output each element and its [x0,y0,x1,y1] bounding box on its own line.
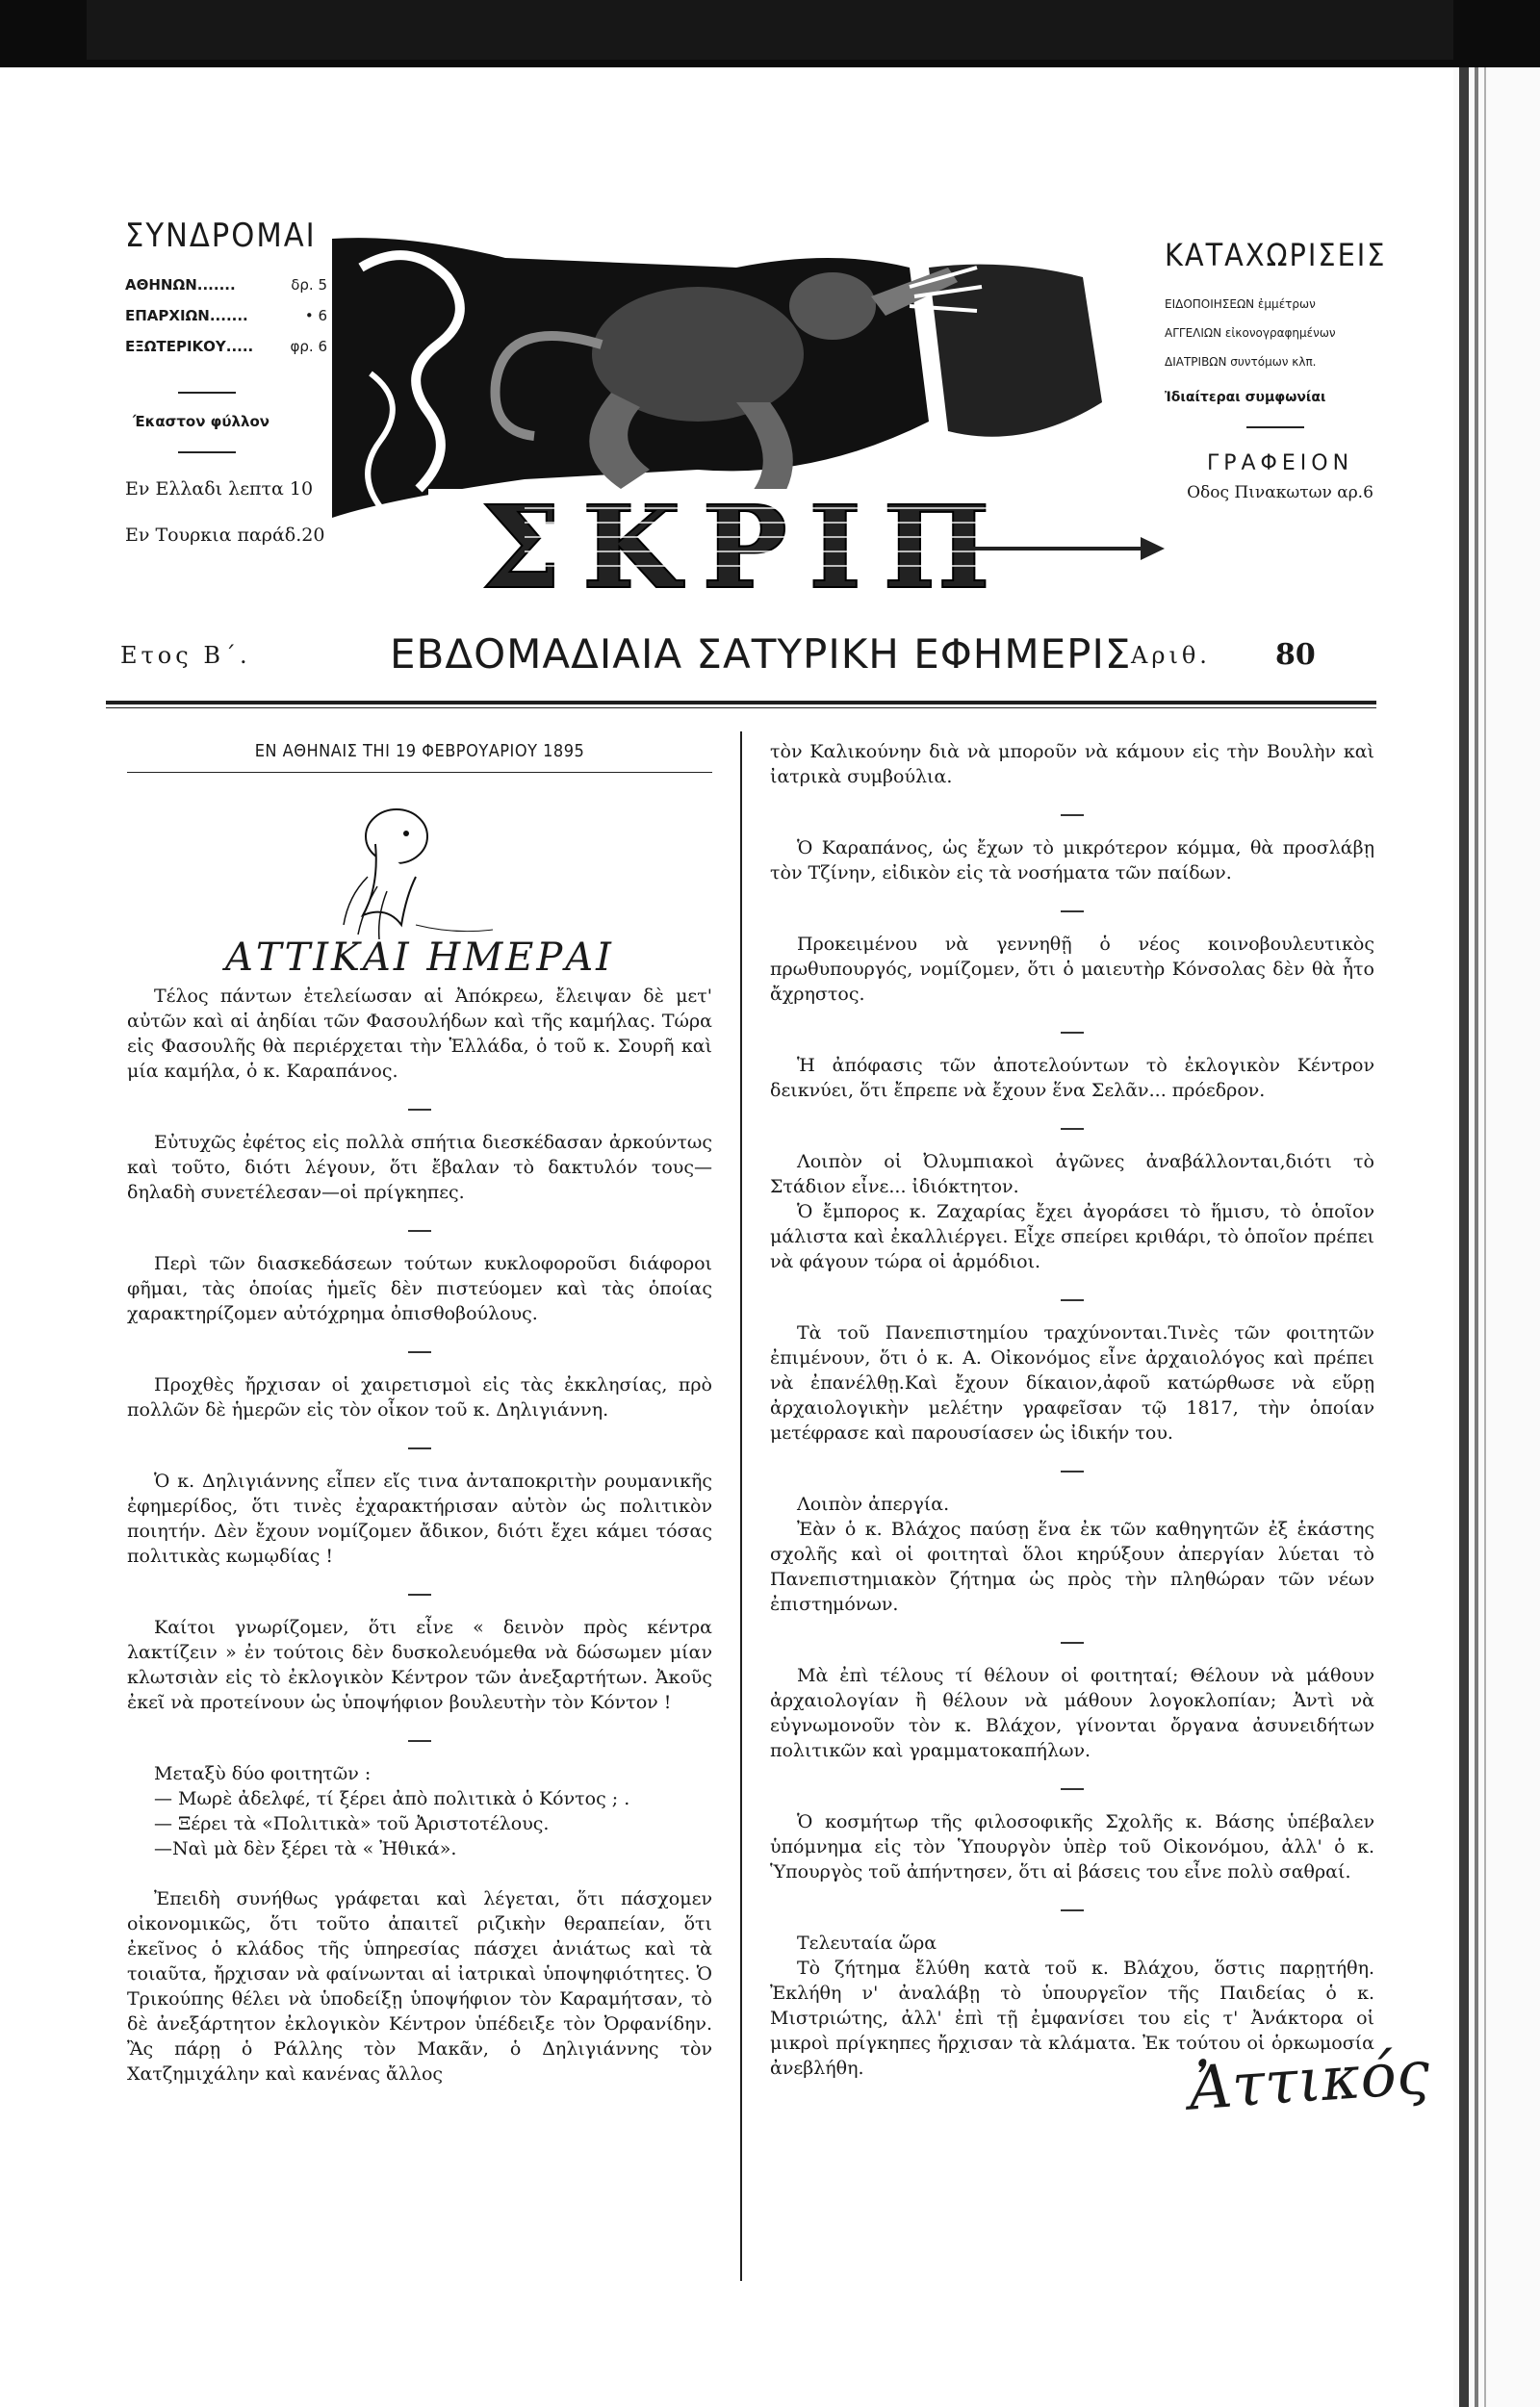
office-heading: ΓΡΑΦΕΙΟΝ [1206,451,1354,475]
header-rule-thin [106,707,1376,708]
separator [1061,1128,1084,1130]
subscription-row-athens: ΑΘΗΝΩΝ....... δρ. 5 [125,276,327,294]
article-paragraph: Προχθὲς ἤρχισαν οἱ χαιρετισμοὶ εἰς τὰς ἐκκλησίας, πρὸ πολλῶν δὲ ἡμερῶν εἰς τὸν οἶκον τοῦ κ. Δηλιγιάννη. [127,1374,712,1421]
left-column [127,739,712,2112]
dialogue-line: —Ναὶ μὰ δὲν ξέρει τὰ « Ἠθικά». [154,1838,457,1859]
price-greece: Εν Ελλαδι λεπτα 10 [125,478,314,499]
separator [1061,814,1084,816]
svg-text:ΣΚΡΙΠ: ΣΚΡΙΠ [480,480,1012,604]
author-portrait [127,790,712,949]
article-paragraph: Τὰ τοῦ Πανεπιστημίου τραχύνονται.Τινὲς τῶν φοιτητῶν ἐπιμένουν, ὅτι ὁ κ. Α. Οἰκονόμος εἶνε ἀρχαιολόγος καὶ πρέπει νὰ ἐπανέλθῃ.Καὶ ἔχουν δίκαιον,ἀφοῦ κατώρθωσε νὰ εὕρῃ ἀρχαιολογικὴν μελέτην γραφεῖσαν τῷ 1817, τὴν ὁποίαν μετέφρασε καὶ παρουσίασεν ὡς ἰδικήν του. [770,1322,1374,1444]
office-address: Οδος Πινακωτων αρ.6 [1187,483,1373,502]
section-title: ΑΤΤΙΚΑΙ ΗΜΕΡΑΙ [225,935,614,980]
masthead-illustration [332,229,1165,604]
scan-dark-top-band [0,0,1540,67]
article-paragraph: Λοιπὸν ἀπεργία. [797,1494,950,1515]
late-news-heading: Τελευταία ὥρα [797,1933,937,1954]
ads-line: ΔΙΑΤΡΙΒΩΝ συντόμων κλπ. [1165,355,1317,369]
dateline: ΕΝ ΑΘΗΝΑΙΣ ΤΗΙ 19 ΦΕΒΡΟΥΑΡΙΟΥ 1895 [254,741,585,761]
article-paragraph: Λοιπὸν οἱ Ὀλυμπιακοὶ ἀγῶνες ἀναβάλλονται,διότι τὸ Στάδιον εἶνε... ἰδιόκτητον. [770,1151,1374,1197]
each-issue-label: Έκαστον φύλλον [133,413,270,430]
separator [1061,1642,1084,1644]
article-paragraph: Προκειμένου νὰ γεννηθῇ ὁ νέος κοινοβουλευτικὸς πρωθυπουργός, νομίζομεν, ὅτι ὁ μαιευτὴρ Κόνσολας δὲν θὰ ἦτο ἄχρηστος. [770,934,1374,1005]
dialogue-intro: Μεταξὺ δύο φοιτητῶν : [154,1763,372,1784]
article-paragraph: Τὸ ζήτημα ἔλύθη κατὰ τοῦ κ. Βλάχου, ὅστις παρῃτήθη. Ἐκλήθη ν' ἀναλάβῃ τὸ ὑπουργεῖον τῆς Παιδείας ὁ κ. Μιστριώτης, ἀλλ' ἐπὶ τῇ ἐμφανίσει του εἰς τ' Ἀνάκτορα οἱ μικροὶ πρίγκηπες ἤρχισαν τὰ κλάματα. Ἐκ τούτου οἱ ὁρκωμοσία ἀνεβλήθη. [770,1958,1374,2079]
article-paragraph: τὸν Καλικούνην διὰ νὰ μποροῦν νὰ κάμουν εἰς τὴν Βουλὴν καὶ ἰατρικὰ συμβούλια. [770,741,1374,787]
author-signature: Ἀττικός [1186,2036,1432,2124]
article-paragraph: Ὁ Καραπάνος, ὡς ἔχων τὸ μικρότερον κόμμα, θὰ προσλάβῃ τὸν Τζίνην, εἰδικὸν εἰς τὰ νοσήματα τῶν παίδων. [770,837,1374,883]
masthead-title [428,480,1064,604]
separator [1061,1788,1084,1790]
article-paragraph: Καίτοι γνωρίζομεν, ὅτι εἶνε « δεινὸν πρὸς κέντρα λακτίζειν » ἐν τούτοις δὲν δυσκολευόμεθα νὰ δώσωμεν μίαν κλωτσιὰν εἰς τὸ ἐκλογικὸν Κέντρον τῶν ἀνεξαρτήτων. Ἀκοῦς ἐκεῖ νὰ προτείνουν ὡς ὑποψήφιον βουλευτὴν τὸν Κόντον ! [127,1617,712,1713]
separator [408,1109,431,1111]
separator [1061,1299,1084,1301]
dialogue-line: — Ξέρει τὰ «Πολιτικὰ» τοῦ Ἀριστοτέλους. [154,1813,550,1834]
subscriptions-heading: ΣΥΝΔΡΟΜΑΙ [125,217,317,255]
subscription-row-abroad: ΕΞΩΤΕΡΙΚΟΥ..... φρ. 6 [125,338,327,355]
article-paragraph: Τέλος πάντων ἐτελείωσαν αἱ Ἀπόκρεω, ἔλειψαν δὲ μετ' αὐτῶν καὶ αἱ ἀηδίαι τῶν Φασουλήδων καὶ τῆς καμήλας. Τώρα εἰς Φασουλῆς θὰ περιέρχεται τὴν Ἑλλάδα, ὁ τοῦ κ. Σουρῆ καὶ μία καμήλα, ὁ κ. Καραπάνος. [127,986,712,1082]
issue-number-label: Αριθ. [1131,642,1211,669]
article-paragraph: Ἐπειδὴ συνήθως γράφεται καὶ λέγεται, ὅτι πάσχομεν οἰκονομικῶς, ὅτι τοῦτο ἀπαιτεῖ ριζικὴν θεραπείαν, ὅτι ἐκεῖνος ὁ κλάδος τῆς ὑπηρεσίας πάσχει ἀνιάτως καὶ τὰ τοιαῦτα, ἤρχισαν νὰ φαίνωνται αἱ ἰατρικαὶ ὑποψηφιότητες. Ὁ Τρικούπης θέλει νὰ ὑποδείξῃ ὑποψήφιον τὸν Καραμήτσαν, τὸ δὲ ἀνεξάρτητον ἐκλογικὸν Κέντρον ὑπέδειξε τὸν Ὀρφανίδην. Ἂς πάρῃ ὁ Ράλλης τὸν Μακᾶν, ὁ Δηλιγιάννης τὸν Χατζημιχάλην καὶ κανένας ἄλλος [127,1888,712,2085]
price-turkey: Εν Τουρκια παράδ.20 [125,525,325,546]
subscription-row-provinces: ΕΠΑΡΧΙΩΝ....... • 6 [125,307,327,324]
separator [408,1351,431,1353]
ads-line: ΕΙΔΟΠΟΙΗΣΕΩΝ ἐμμέτρων [1165,297,1316,311]
article-paragraph: Ὁ κ. Δηλιγιάννης εἶπεν εἴς τινα ἀνταποκριτὴν ρουμανικῆς ἐφημερίδος, ὅτι τινὲς ἐχαρακτήρισαν αὐτὸν ὡς πολιτικὸν ποιητήν. Δὲν ἔχουν νομίζομεν ἄδικον, διότι ἔχει κάμει τόσας πολιτικὰς κωμῳδίας ! [127,1471,712,1567]
ads-line: ΑΓΓΕΛΙΩΝ εἰκονογραφημένων [1165,326,1336,340]
article-paragraph: Εὐτυχῶς ἐφέτος εἰς πολλὰ σπήτια διεσκέδασαν ἀρκούντως καὶ τοῦτο, διότι λέγουν, ὅτι ἔβαλαν τὸ δακτυλόν τους—δηλαδὴ συνετέλεσαν—οἱ πρίγκηπες. [127,1132,712,1203]
ads-heading: ΚΑΤΑΧΩΡΙΣΕΙΣ [1165,237,1387,273]
article-paragraph: Ὁ κοσμήτωρ τῆς φιλοσοφικῆς Σχολῆς κ. Βάσης ὑπέβαλεν ὑπόμνημα εἰς τὸν Ὑπουργὸν ὑπὲρ τοῦ Οἰκονόμου, ἀλλ' ὁ κ. Ὑπουργὸς τοῦ ἀπήντησεν, ὅτι αἱ βάσεις του εἶνε πολὺ σαθραί. [770,1811,1374,1882]
separator [408,1740,431,1742]
divider [127,772,712,773]
article-paragraph: Μὰ ἐπὶ τέλους τί θέλουν οἱ φοιτηταί; Θέλουν νὰ μάθουν ἀρχαιολογίαν ἢ θέλουν νὰ μάθουν λογοκλοπίαν; Ἀντὶ νὰ εὐγνωμονοῦν τὸν κ. Βλάχον, γίνονται ὄργανα ἀσυνειδήτων πολιτικῶν καὶ γραμματοκαπήλων. [770,1665,1374,1761]
separator [408,1447,431,1449]
subtitle-row [120,630,1372,688]
dialogue-line: — Μωρὲ ἀδελφέ, τί ξέρει ἀπὸ πολιτικὰ ὁ Κόντος ; . [154,1788,630,1809]
header-rule [106,701,1376,704]
scan-binding-edge [1453,67,1540,2407]
separator [1061,1032,1084,1034]
article-paragraph: Ὁ ἔμπορος κ. Ζαχαρίας ἔχει ἀγοράσει τὸ ἥμισυ, τὸ ὁποῖον μάλιστα καὶ ἐκαλλιέργει. Εἶχε σπείρει κριθάρι, τὸ ὁποῖον πρέπει νὰ φάγουν τώρα οἱ ἁρμόδιοι. [770,1201,1374,1272]
separator [1061,1471,1084,1472]
article-paragraph: Ἐὰν ὁ κ. Βλάχος παύσῃ ἕνα ἐκ τῶν καθηγητῶν ἐξ ἑκάστης σχολῆς καὶ οἱ φοιτηταὶ ὅλοι κηρύξουν ἀπεργίαν λύεται τὸ Πανεπιστημιακὸν ζήτημα ὡς πρὸς τὴν πληθώραν τῶν νέων ἐπιστημόνων. [770,1519,1374,1615]
separator [1061,1909,1084,1911]
issue-number: 80 [1275,638,1316,672]
subscriptions-box [125,217,327,546]
separator [408,1230,431,1232]
article-paragraph: Ἡ ἀπόφασις τῶν ἀποτελούντων τὸ ἐκλογικὸν Κέντρον δεικνύει, ὅτι ἔπρεπε νὰ ἔχουν ἕνα Σελᾶν... πρόεδρον. [770,1055,1374,1101]
ads-box [1165,236,1396,502]
separator [1061,910,1084,912]
right-column [770,739,1374,2106]
paper-description: ΕΒΔΟΜΑΔΙΑΙΑ ΣΑΤΥΡΙΚΗ ΕΦΗΜΕΡΙΣ [390,630,1132,678]
article-paragraph: Περὶ τῶν διασκεδάσεων τούτων κυκλοφοροῦσι διάφοροι φῆμαι, τὰς ὁποίας ἡμεῖς δὲν πιστεύομεν καὶ τὰς ὁποίας χαρακτηρίζομεν αὐτόχρημα ὀπισθοβούλους. [127,1253,712,1324]
column-divider [740,731,742,2281]
separator [408,1594,431,1596]
year-label: Ετος Β΄. [120,642,251,669]
ads-special: Ἰδιαίτεραι συμφωνίαι [1165,390,1326,405]
